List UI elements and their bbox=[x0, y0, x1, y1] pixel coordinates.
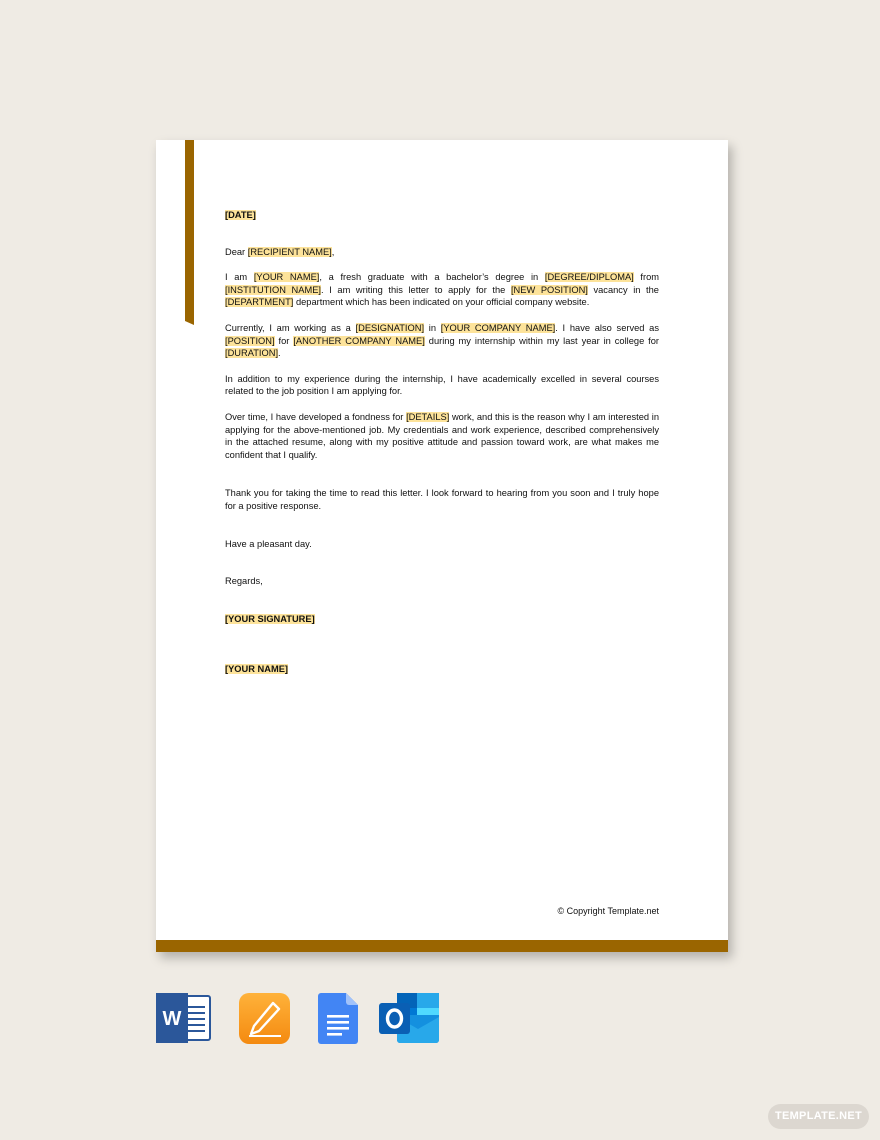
salutation: Dear [RECIPIENT NAME], bbox=[225, 246, 335, 257]
paragraph-pleasant-day: Have a pleasant day. bbox=[225, 538, 312, 549]
your-name-placeholder: [YOUR NAME] bbox=[253, 272, 320, 283]
template-net-watermark[interactable]: TEMPLATE.NET bbox=[768, 1104, 869, 1129]
signature-field: [YOUR SIGNATURE] bbox=[225, 613, 315, 624]
new-position-placeholder: [NEW POSITION] bbox=[510, 284, 588, 295]
microsoft-word-icon[interactable] bbox=[156, 993, 212, 1048]
letter-page bbox=[156, 140, 728, 952]
paragraph-academics: In addition to my experience during the internship, I have academically excelled in several courses related to the job position I am applying for. bbox=[225, 373, 659, 397]
paragraph-fondness: Over time, I have developed a fondness for [DETAILS] work, and this is the reason why I am interested in applying for the above-mentioned job. My credentials and work experience, described comprehensively in the attached resume, along with my positive attitude and passion toward work, are what makes me confident that I qualify. bbox=[225, 411, 660, 460]
apple-pages-icon[interactable] bbox=[239, 993, 290, 1049]
another-company-placeholder: [ANOTHER COMPANY NAME] bbox=[293, 335, 425, 346]
degree-placeholder: [DEGREE/DIPLOMA] bbox=[544, 272, 634, 283]
letter-body bbox=[225, 209, 659, 676]
paragraph-thanks: Thank you for taking the time to read this letter. I look forward to hearing from you soon and I truly hope for a positive response. bbox=[225, 488, 659, 511]
designation-placeholder: [DESIGNATION] bbox=[355, 322, 425, 333]
date-field: [DATE] bbox=[225, 210, 256, 220]
paragraph-intro: I am [YOUR NAME], a fresh graduate with a bachelor’s degree in [DEGREE/DIPLOMA] from [INSTITUTION NAME]. I am writing this letter to apply for the [NEW POSITION] vacancy in the [DEPARTMENT] department which has been indicated on your official company website. bbox=[225, 272, 659, 308]
position-placeholder: [POSITION] bbox=[225, 335, 275, 346]
outlook-icon[interactable] bbox=[379, 993, 439, 1048]
paragraph-current-role: Currently, I am working as a [DESIGNATION] in [YOUR COMPANY NAME]. I have also served as [POSITION] for [ANOTHER COMPANY NAME] during my internship within my last year in college for [DURATION]. bbox=[225, 322, 660, 359]
copyright-text: © Copyright Template.net bbox=[557, 906, 659, 916]
footer-bar bbox=[156, 940, 728, 952]
name-field: [YOUR NAME] bbox=[225, 664, 289, 675]
accent-bar bbox=[185, 140, 194, 321]
institution-placeholder: [INSTITUTION NAME] bbox=[225, 284, 321, 295]
duration-placeholder: [DURATION] bbox=[225, 348, 279, 359]
department-placeholder: [DEPARTMENT] bbox=[225, 297, 294, 308]
closing: Regards, bbox=[225, 576, 263, 587]
company-name-placeholder: [YOUR COMPANY NAME] bbox=[440, 322, 556, 333]
google-docs-icon[interactable] bbox=[318, 993, 358, 1049]
recipient-name-placeholder: [RECIPIENT NAME] bbox=[247, 246, 332, 257]
svg-text:W: W bbox=[162, 1008, 182, 1030]
details-placeholder: [DETAILS] bbox=[406, 411, 450, 422]
